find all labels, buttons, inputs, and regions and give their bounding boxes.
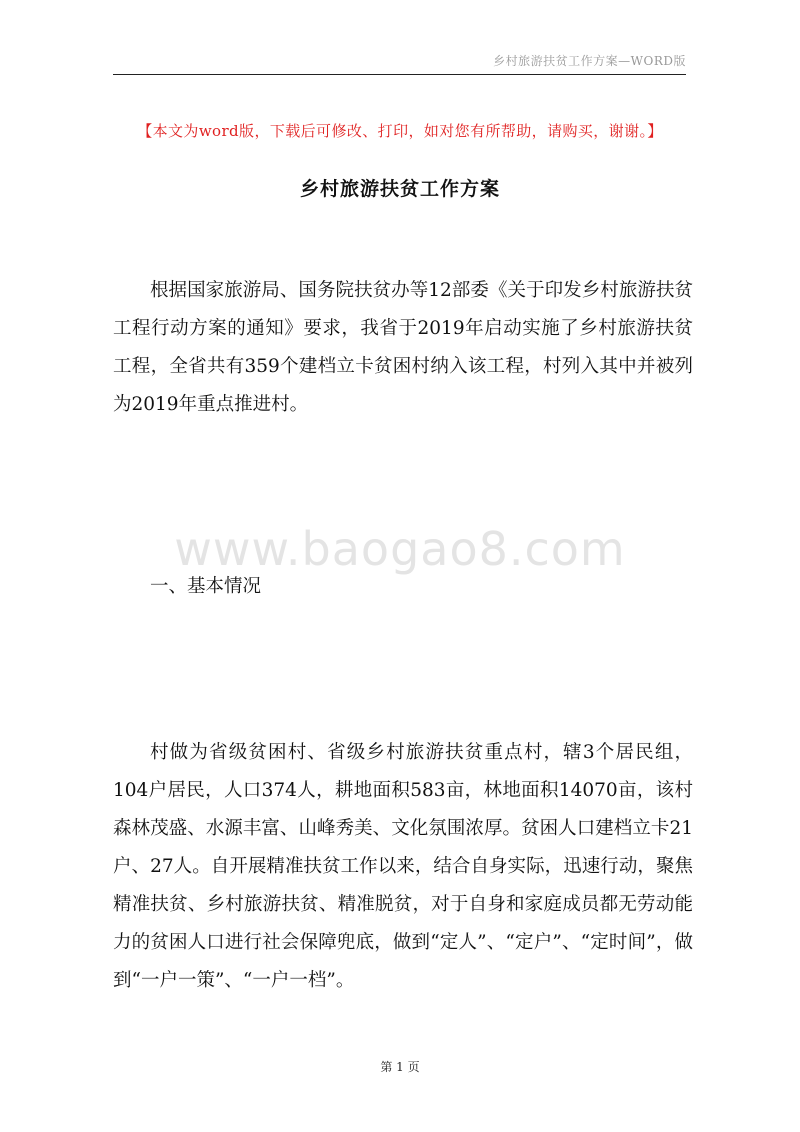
section-heading-basic-info: 一、基本情况 xyxy=(150,576,262,597)
intro-paragraph: 根据国家旅游局、国务院扶贫办等12部委《关于印发乡村旅游扶贫工程行动方案的通知》要求，我省于2019年启动实施了乡村旅游扶贫工程，全省共有359个建档立卡贫困村纳入该工程，村列入其中并被列为2019年重点推进村。 xyxy=(113,280,693,415)
document-title: 乡村旅游扶贫工作方案 xyxy=(299,178,500,200)
watermark: www.baogao8.com xyxy=(174,522,626,576)
running-header: 乡村旅游扶贫工作方案—WORD版 xyxy=(493,54,686,68)
basic-info-paragraph: 村做为省级贫困村、省级乡村旅游扶贫重点村，辖3个居民组，104户居民，人口374人，耕地面积583亩，林地面积14070亩，该村森林茂盛、水源丰富、山峰秀美、文化氛围浓厚。贫困人口建档立卡21户、27人。自开展精准扶贫工作以来，结合自身实际，迅速行动，聚焦精准扶贫、乡村旅游扶贫、精准脱贫，对于自身和家庭成员都无劳动能力的贫困人口进行社会保障兜底，做到“定人”、“定户”、“定时间”，做到“一户一策”、“一户一档”。 xyxy=(113,742,693,991)
page-number: 第 1 页 xyxy=(380,1060,420,1074)
purchase-notice: 【本文为word版，下载后可修改、打印，如对您有所帮助，请购买，谢谢。】 xyxy=(137,122,663,140)
header-divider xyxy=(113,74,686,75)
